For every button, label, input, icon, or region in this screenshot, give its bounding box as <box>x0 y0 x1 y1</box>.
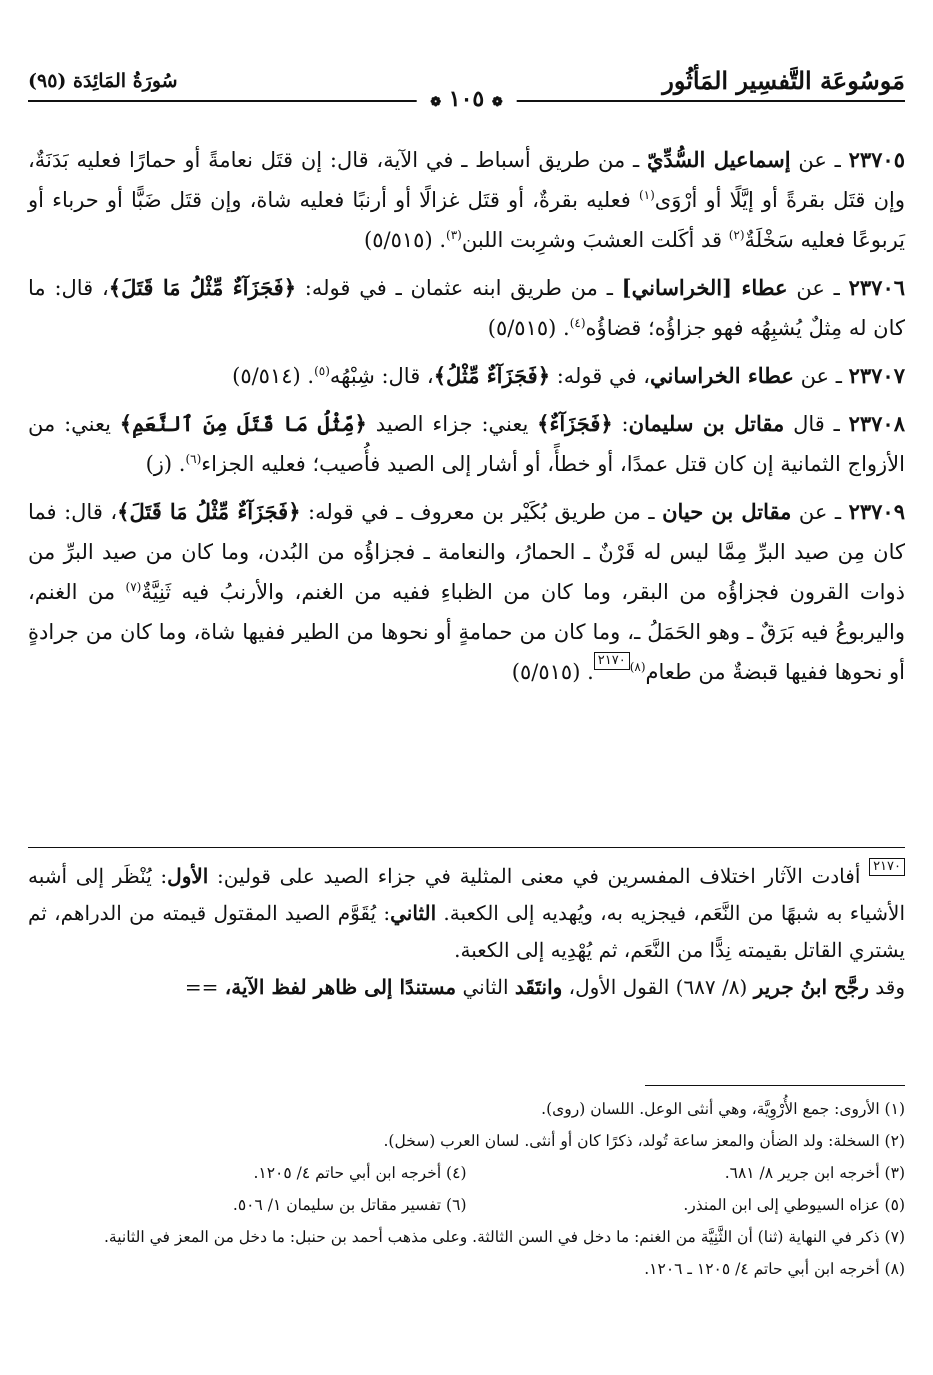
narrator-name: مقاتل بن سليمان <box>628 411 785 436</box>
ornament-icon: ❁ <box>430 95 442 110</box>
athar-text: ـ عن <box>787 276 849 300</box>
athar-entry <box>28 492 905 692</box>
footnote-marker: (٨) <box>629 660 646 674</box>
surah-label: سُورَةُ المَائِدَة (٩٥) <box>28 70 178 92</box>
note-paragraph <box>28 969 905 1006</box>
footnote: (٢) السخلة: ولد الضأن والمعز ساعة تُولد، ذكرًا كان أو أنثى. لسان العرب (سخل). <box>383 1132 905 1150</box>
athar-text: يعني: من الأزواج الثمانية إن كان قتل عمدًا، أو خطأً، أو أشار إلى الصيد فأُصيب؛ فعليه الجزاء <box>28 412 905 476</box>
bold-text: الأول <box>167 864 209 888</box>
footnote: (٧) ذكر في النهاية (ثنا) أن الثَّنِيَّة من الغنم: ما دخل في السن الثالثة. وعلى مذهب أحمد بن حنبل: ما دخل من المعز في الثانية. <box>103 1228 905 1246</box>
athar-text: ـ عن <box>791 500 849 524</box>
note-number-box: ٢١٧٠ <box>869 858 905 876</box>
footnote-marker: (٥) <box>314 364 330 378</box>
athar-text: أفادت الآثار اختلاف المفسرين في معنى المثلية في جزاء الصيد على قولين: <box>208 864 870 888</box>
note-separator <box>28 847 905 848</box>
footnote: (١) الأروى: جمع الأُرْوِيَّة، وهي أنثى الوعل. اللسان (روى). <box>541 1100 905 1118</box>
footnote-marker: (٤) <box>569 316 586 330</box>
quran-quote: ﴿فَجَزَآءٌ﴾ <box>537 411 613 436</box>
athar-text: . <box>172 452 186 476</box>
athar-entry <box>28 356 905 396</box>
bold-text: وانتَقَد <box>514 975 563 999</box>
footnote: (٥) عزاه السيوطي إلى ابن المنذر. <box>683 1196 905 1214</box>
athar-text: فعليه بقرةٌ، أو قتَل غزالًا أو أرنبًا فعليه شاة، وإن قتَل ضَبًّا أو حرباء أو يَربوعًا فعليه سَخْلَةٌ <box>28 188 905 252</box>
footnote-marker: (٦) <box>185 452 202 466</box>
athar-text: . <box>580 660 594 684</box>
narrator-name: مقاتل بن حيان <box>662 499 792 524</box>
bold-text: رجَّح ابنُ جرير <box>753 975 869 999</box>
entry-number: ٢٣٧٠٥ <box>848 147 905 172</box>
athar-text: ـ عن <box>793 364 849 388</box>
athar-text: ، في قوله: <box>550 364 650 388</box>
footnote-marker: (٣) <box>446 228 462 242</box>
ornament-icon: ❁ <box>491 95 503 110</box>
footnote-row <box>28 1189 905 1221</box>
athar-entry <box>28 268 905 348</box>
footnote: (٨) أخرجه ابن أبي حاتم ٤/ ١٢٠٥ ـ ١٢٠٦. <box>644 1260 905 1278</box>
athar-text: ـ من طريق ابنه عثمان ـ في قوله: <box>296 276 622 300</box>
athar-text: . <box>432 228 446 252</box>
quran-quote: ﴿مِّثْلُ مَا قَتَلَ مِنَ ٱلنَّعَمِ﴾ <box>119 411 367 436</box>
athar-entry <box>28 404 905 484</box>
footnotes <box>28 1093 905 1285</box>
bold-text: مستندًا إلى ظاهر لفظ الآية، <box>224 975 457 999</box>
editor-note <box>28 858 905 1006</box>
page-header <box>28 62 905 112</box>
source-reference: (٥/٥١٤) <box>232 364 301 388</box>
athar-entry <box>28 140 905 260</box>
narrator-name: عطاء الخراساني <box>649 363 794 388</box>
footnote-marker: (٧) <box>125 580 142 594</box>
quran-quote: ﴿فَجَزَآءٌ مِّثْلُ مَا قَتَلَ﴾ <box>117 499 301 524</box>
athar-text: ، قال: فما كان مِن صيد البرِّ مِمَّا ليس له قَرْنٌ ـ الحمارُ، والنعامة ـ فجزاؤُه من البُدن، وما كان من صيد البرِّ من ذوات القرون فجزاؤُه من البقر، وما كان من الظباءِ ففيه من الغنم، والأرنبُ فيه ثَنِيَّةٌ <box>28 500 905 604</box>
athar-text: وقد <box>868 975 905 999</box>
athar-text: ـ من طريق بُكَيْر بن معروف ـ في قوله: <box>300 500 663 524</box>
athar-text: ، قال: ما كان له مِثلٌ يُشبِهُه فهو جزاؤُه؛ قضاؤُه <box>28 276 905 340</box>
footnote-marker: (٢) <box>728 228 745 242</box>
source-reference: (٥/٥١٥) <box>511 660 581 684</box>
athar-text: يعني: جزاء الصيد <box>366 412 538 436</box>
footnote: (٣) أخرجه ابن جرير ٨/ ٦٨١. <box>724 1164 905 1182</box>
book-title: مَوسُوعَة التَّفسِير المَأثُور <box>662 66 905 95</box>
bold-text: الثاني <box>390 901 437 925</box>
athar-text: : يُنْظَر إلى أشبه الأشياء به شبهًا من النَّعَم، فيجزيه به، ويُهديه إلى الكعبة. <box>28 864 906 925</box>
athar-text: : يُقَوَّم الصيد المقتول قيمته من الدراهم، ثم يشتري القاتل بقيمته نِدًّا من النَّعَم، ثم يُهْدِيه إلى الكعبة. <box>28 901 905 962</box>
source-reference: (٥/٥١٥) <box>364 228 433 252</box>
note-reference-box: ٢١٧٠ <box>594 652 630 670</box>
athar-text: == <box>184 975 225 999</box>
athar-text: . <box>300 364 315 388</box>
athar-text: ـ قال <box>784 412 849 436</box>
page-number-block <box>416 86 517 112</box>
footnote-marker: (١) <box>638 188 655 202</box>
narrator-name: عطاء [الخراساني] <box>621 275 788 300</box>
quran-quote: ﴿فَجَزَآءٌ مِّثْلُ﴾ <box>433 363 551 388</box>
source-reference: (٥/٥١٥) <box>487 316 557 340</box>
footnote-row <box>28 1157 905 1189</box>
athar-text: ـ من طريق أسباط ـ في الآية، قال: إن قتَل نعامةً أو حمارًا فعليه بَدَنَةٌ، وإن قتَل بقرةً أو إيَّلًا أو أرْوَى <box>28 148 905 212</box>
athar-text: : <box>612 412 629 436</box>
athar-text: قد أكَلت العشبَ وشرِبت اللبن <box>461 228 729 252</box>
page-number: ١٠٥ <box>448 86 485 112</box>
athar-text: ، قال: شِبْهُه <box>329 364 434 388</box>
entry-number: ٢٣٧٠٨ <box>848 411 905 436</box>
source-reference: (ز) <box>145 452 173 476</box>
athar-text: . <box>556 316 570 340</box>
footnote: (٦) تفسير مقاتل بن سليمان ١/ ٥٠٦. <box>232 1196 467 1214</box>
footnotes-separator <box>645 1085 905 1086</box>
athar-text: الثاني <box>456 975 515 999</box>
athar-text: ـ عن <box>790 148 849 172</box>
entry-number: ٢٣٧٠٩ <box>848 499 905 524</box>
quran-quote: ﴿فَجَزَآءٌ مِّثْلُ مَا قَتَلَ﴾ <box>108 275 297 300</box>
athar-text: من الغنم، واليربوعُ فيه بَرَقٌ ـ وهو الحَمَلُ ـ، وما كان من حمامةٍ أو نحوها من الطير ففيها شاة، وما كان من جرادةٍ أو نحوها ففيها قبضةٌ من طعام <box>28 580 905 684</box>
note-paragraph <box>28 858 905 969</box>
footnote: (٤) أخرجه ابن أبي حاتم ٤/ ١٢٠٥. <box>253 1164 467 1182</box>
athar-entries <box>28 140 905 700</box>
entry-number: ٢٣٧٠٧ <box>848 363 905 388</box>
athar-text: (٨/ ٦٨٧) القول الأول، <box>562 975 754 999</box>
narrator-name: إسماعيل السُّدِّيّ <box>646 147 791 172</box>
entry-number: ٢٣٧٠٦ <box>848 275 906 300</box>
